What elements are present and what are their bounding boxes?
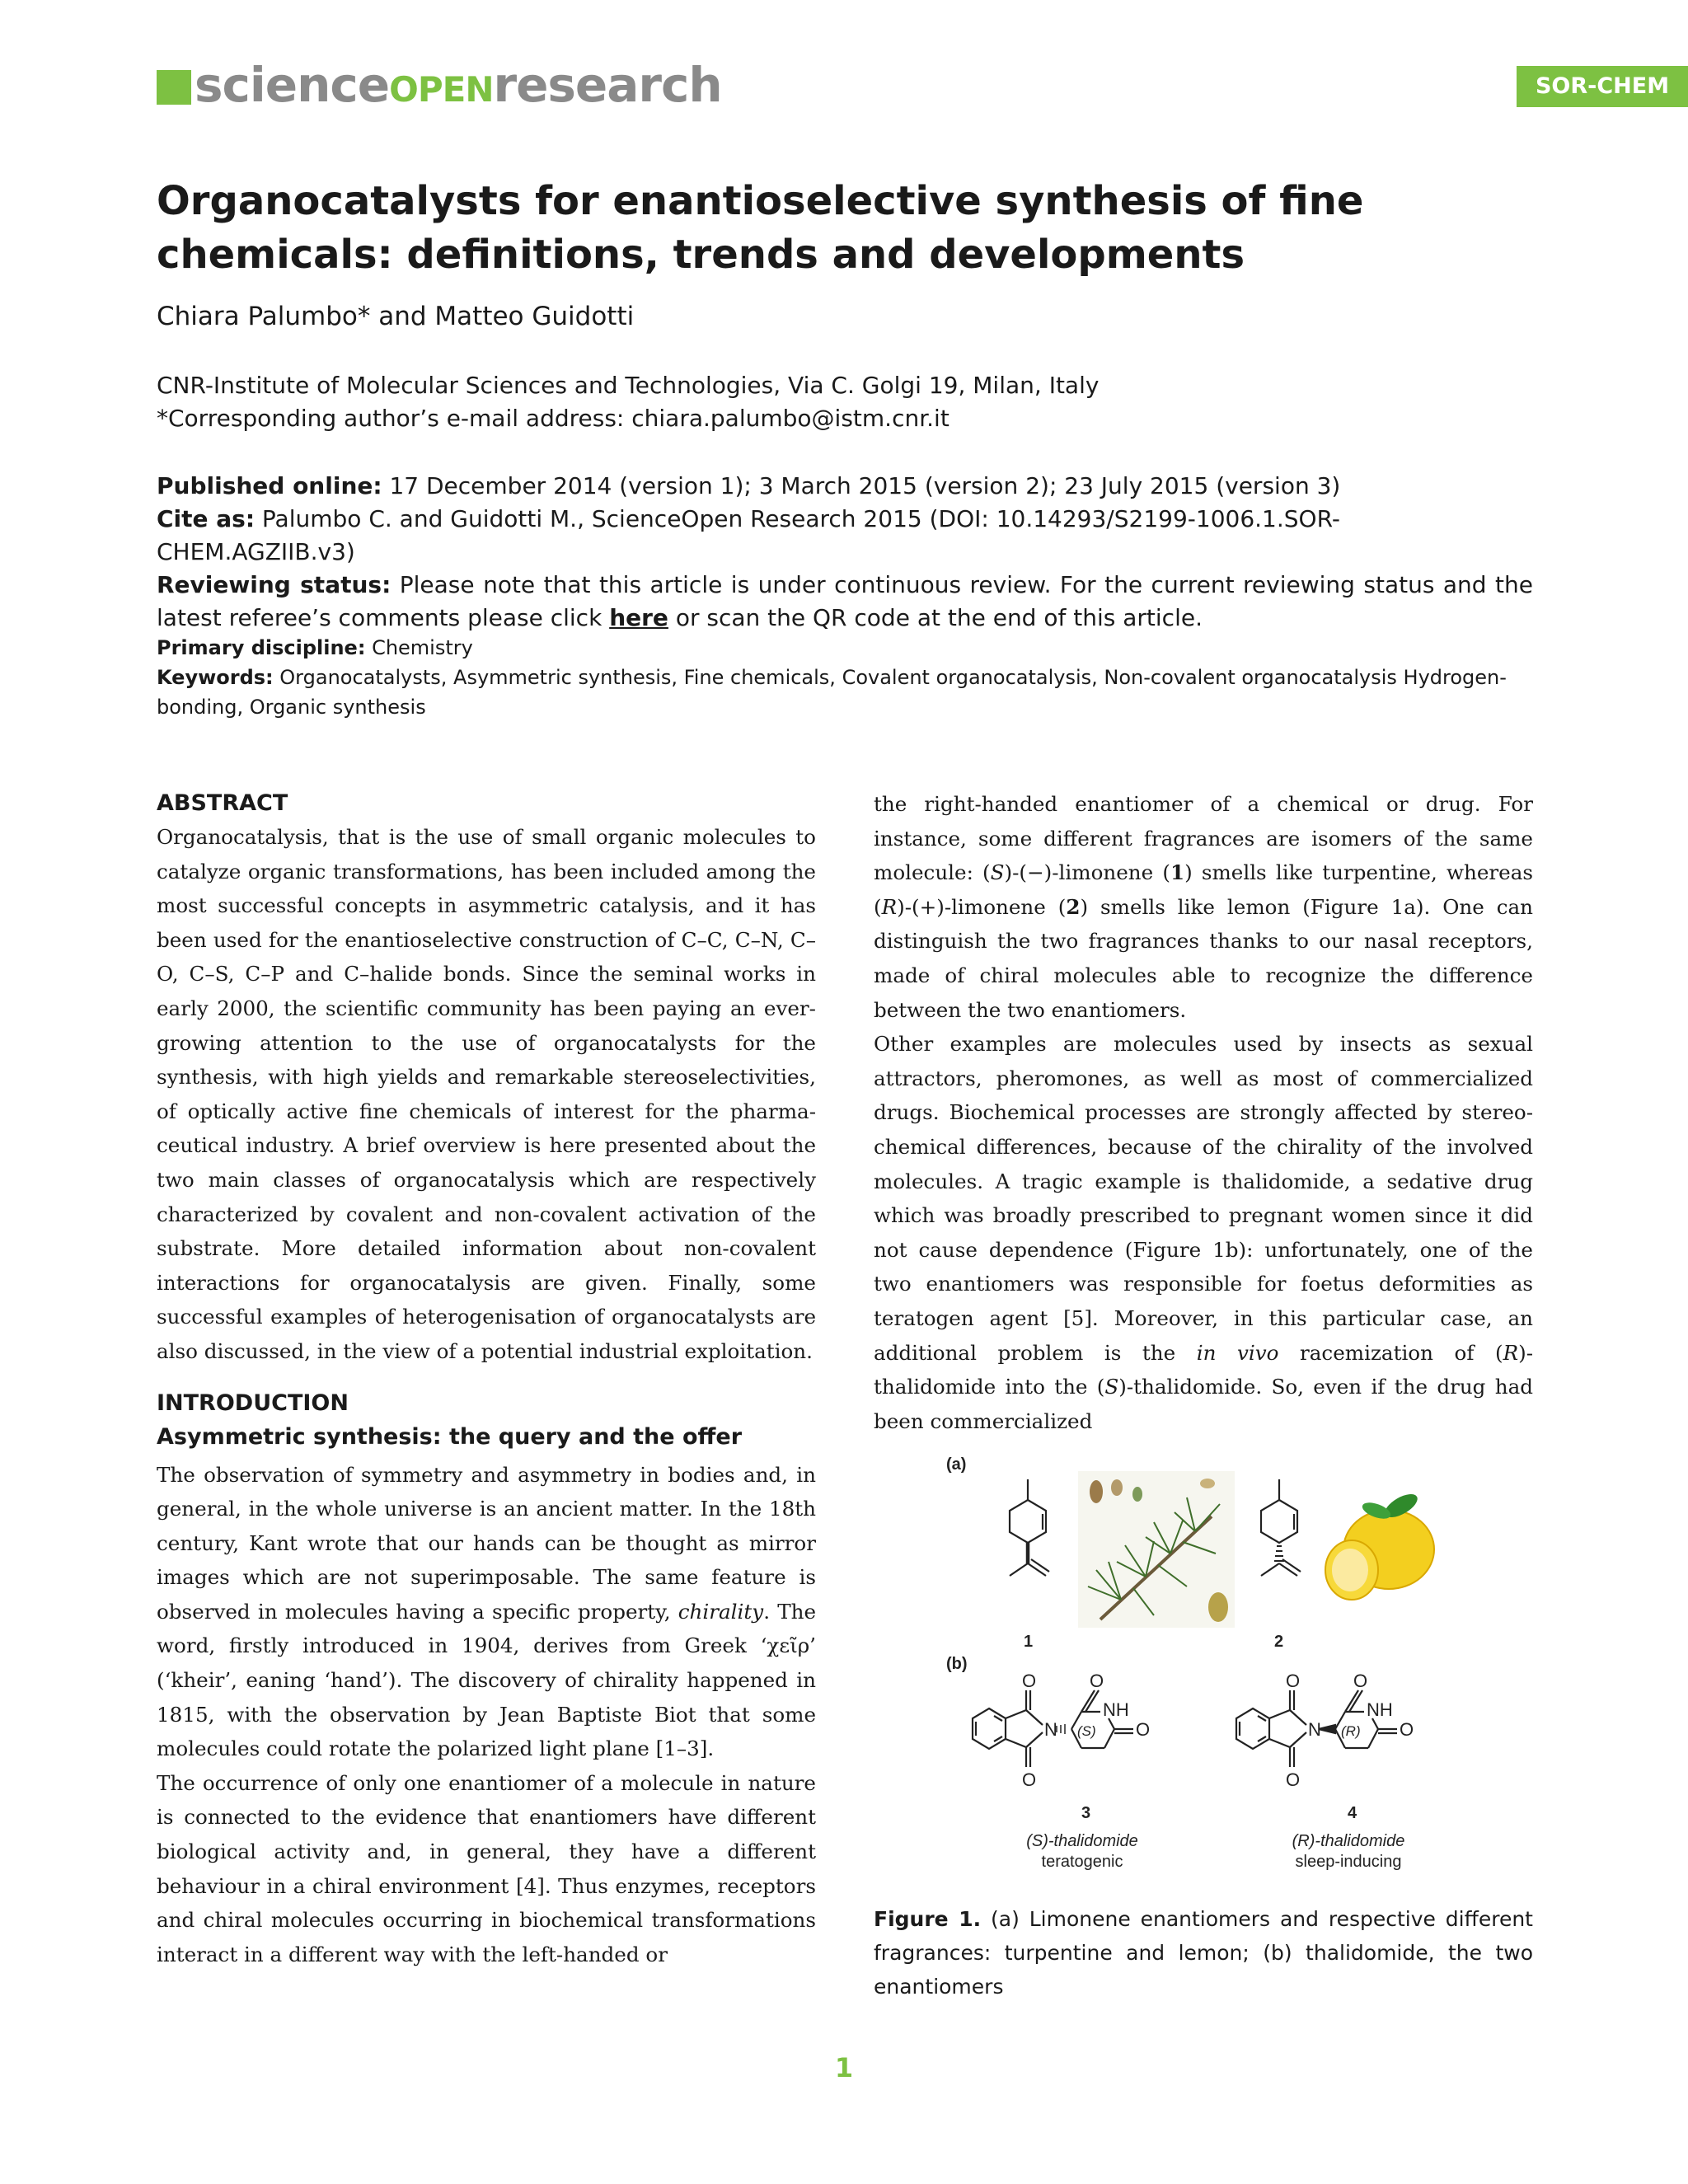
publication-info [157, 470, 1533, 635]
logo-square-icon [157, 70, 191, 105]
primary-discipline: Primary discipline: Chemistry [157, 636, 473, 659]
reviewing-status: Reviewing status: Please note that this article is under continuous review. For the current reviewing status and the latest referee’s comments please click here or scan the QR code at the end of this article. [157, 571, 1533, 631]
figure-1-caption: Figure 1. (a) Limonene enantiomers and respective different fragrances: turpentine and lemon; (b) thalidomide, the two enantiomers [874, 1907, 1533, 1999]
atom-o: O [1286, 1769, 1301, 1790]
compound-4-number: 4 [1348, 1804, 1357, 1822]
compound-2-number: 2 [1274, 1633, 1284, 1651]
corresponding-author: *Corresponding author’s e-mail address: chiara.palumbo@istm.cnr.it [157, 405, 950, 432]
affiliation: CNR-Institute of Molecular Sciences and Technologies, Via C. Golgi 19, Milan, Italy [157, 372, 1100, 399]
affiliation-block [157, 369, 1099, 435]
lemon-illustration [1325, 1489, 1434, 1600]
intro-paragraph-2: The occurrence of only one enantiomer of a molecule in nature is connected to the evidence that enantiomers have different biological activity and, in general, they have a different behaviour in a chiral environment [4]. Thus enzymes, receptors and chiral molecules occurring in biochemical transformations interact in a different way with the left-handed or [157, 1770, 816, 1966]
atom-nh: NH [1103, 1699, 1129, 1720]
right-column [874, 787, 1533, 1438]
stereo-s-label: (S) [1077, 1723, 1096, 1739]
article-meta [157, 633, 1574, 722]
atom-o: O [1136, 1719, 1151, 1740]
atom-n: N [1308, 1719, 1321, 1740]
atom-o: O [1400, 1719, 1414, 1740]
compound-3-number: 3 [1081, 1804, 1091, 1822]
published-online: Published online: 17 December 2014 (version 1); 3 March 2015 (version 2); 23 July 2015 (version 3) [157, 472, 1341, 499]
s-thalidomide-description: teratogenic [1041, 1853, 1123, 1871]
journal-code-badge: SOR-CHEM [1517, 66, 1688, 107]
r-thalidomide-name: (R)-thalidomide [1292, 1832, 1405, 1850]
intro-paragraph-1: The observation of symmetry and asymmetry in bodies and, in general, in the whole universe is an ancient matter. In the 18th century, Kant wrote that our hands can be thought as mirror images which are not superimposable. The same feature is observed in molecules having a specific property, chirality. The word, firstly introduced in 1904, derives from Greek ‘χεῖρ’ (‘kheir’, eaning ‘hand’). The discovery of chirality happened in 1815, with the observation by Jean Baptiste Biot that some molecules could rotate the polarized light plane [1–3]. [157, 1462, 816, 1761]
panel-a-label: (a) [946, 1455, 967, 1474]
figure-1 [874, 1446, 1533, 1891]
logo-text: scienceOPENresearch [195, 57, 722, 113]
atom-nh: NH [1367, 1699, 1393, 1720]
atom-o: O [1286, 1671, 1301, 1691]
s-thalidomide-atoms [1022, 1671, 1150, 1790]
article-title: Organocatalysts for enantioselective synthesis of fine chemicals: definitions, trends and developments [157, 178, 1364, 278]
atom-o: O [1022, 1769, 1037, 1790]
atom-o: O [1022, 1671, 1037, 1691]
compound-1-number: 1 [1024, 1633, 1034, 1651]
body-paragraph-2: Other examples are molecules used by insects as sexual attractors, pheromones, as well as most of commercialized drugs. Biochemical processes are strongly affected by stereochemical differences, because of the chirality of the involved molecules. A tragic example is thalidomide, a sedative drug which was broadly prescribed to pregnant women since it did not cause dependence (Figure 1b): unfortunately, one of the two enantiomers was responsible for foetus deformities as teratogen agent [5]. Moreover, in this particular case, an additional problem is the in vivo racemization of (R)-thalidomide into the (S)-thalidomide. So, even if the drug had been commercialized [874, 1032, 1534, 1433]
keywords: Keywords: Organocatalysts, Asymmetric synthesis, Fine chemicals, Covalent organocatalysis, Non-covalent organocatalysis Hydrogen-bonding, Organic synthesis [157, 666, 1507, 719]
s-thalidomide-name: (S)-thalidomide [1026, 1832, 1138, 1850]
abstract-heading: ABSTRACT [157, 790, 288, 816]
cite-as: Cite as: Palumbo C. and Guidotti M., ScienceOpen Research 2015 (DOI: 10.14293/S2199-1006.1.SOR-CHEM.AGZIIB.v3) [157, 505, 1340, 565]
pine-branch-illustration [1078, 1471, 1235, 1628]
atom-n: N [1044, 1719, 1057, 1740]
body-paragraph-1: the right-handed enantiomer of a chemical or drug. For instance, some different fragrances are isomers of the same molecule: (S)-(−)-limonene (1) smells like turpentine, whereas (R)-(+)-limonene (2) smells like lemon (Figure 1a). One can distinguish the two fragrances thanks to our nasal receptors, made of chiral molecules able to recognize the difference between the two enantiomers. [874, 792, 1534, 1022]
r-thalidomide-atoms [1286, 1671, 1414, 1790]
stereo-r-label: (R) [1341, 1723, 1361, 1739]
panel-b-label: (b) [946, 1655, 968, 1673]
r-thalidomide-description: sleep-inducing [1295, 1853, 1402, 1871]
atom-o: O [1090, 1671, 1104, 1691]
atom-o: O [1353, 1671, 1368, 1691]
journal-logo [157, 57, 722, 113]
left-column [157, 787, 816, 1971]
figure-1-artwork [874, 1446, 1533, 1891]
limonene-r-structure [1261, 1479, 1301, 1576]
introduction-heading: INTRODUCTION [157, 1390, 349, 1416]
review-here-link[interactable]: here [609, 604, 668, 631]
introduction-subheading: Asymmetric synthesis: the query and the offer [157, 1423, 743, 1450]
abstract-text: Organocatalysis, that is the use of small organic molecules to catalyze organic transformations, has been included among the most successful concepts in asymmetric catalysis, and it has been used for the enantioselective construction of C–C, C–N, C–O, C–S, C–P and C–halide bonds. Since the seminal works in early 2000, the scientific community has been paying an ever-growing attention to the use of organocatalysts for the synthesis, with high yields and remarkable stereoselectivities, of optically active fine chemicals of interest for the pharmaceutical industry. A brief overview is here presented about the two main classes of organocatalysis which are respectively characterized by covalent and non-covalent activation of the substrate. More detailed information about non-covalent interactions for organocatalysis are given. Finally, some successful examples of heterogenisation of organocatalysts are also discussed, in the view of a potential industrial exploitation. [157, 825, 816, 1363]
limonene-s-structure [1010, 1479, 1049, 1576]
authors: Chiara Palumbo* and Matteo Guidotti [157, 302, 635, 331]
page-number: 1 [834, 2052, 854, 2083]
